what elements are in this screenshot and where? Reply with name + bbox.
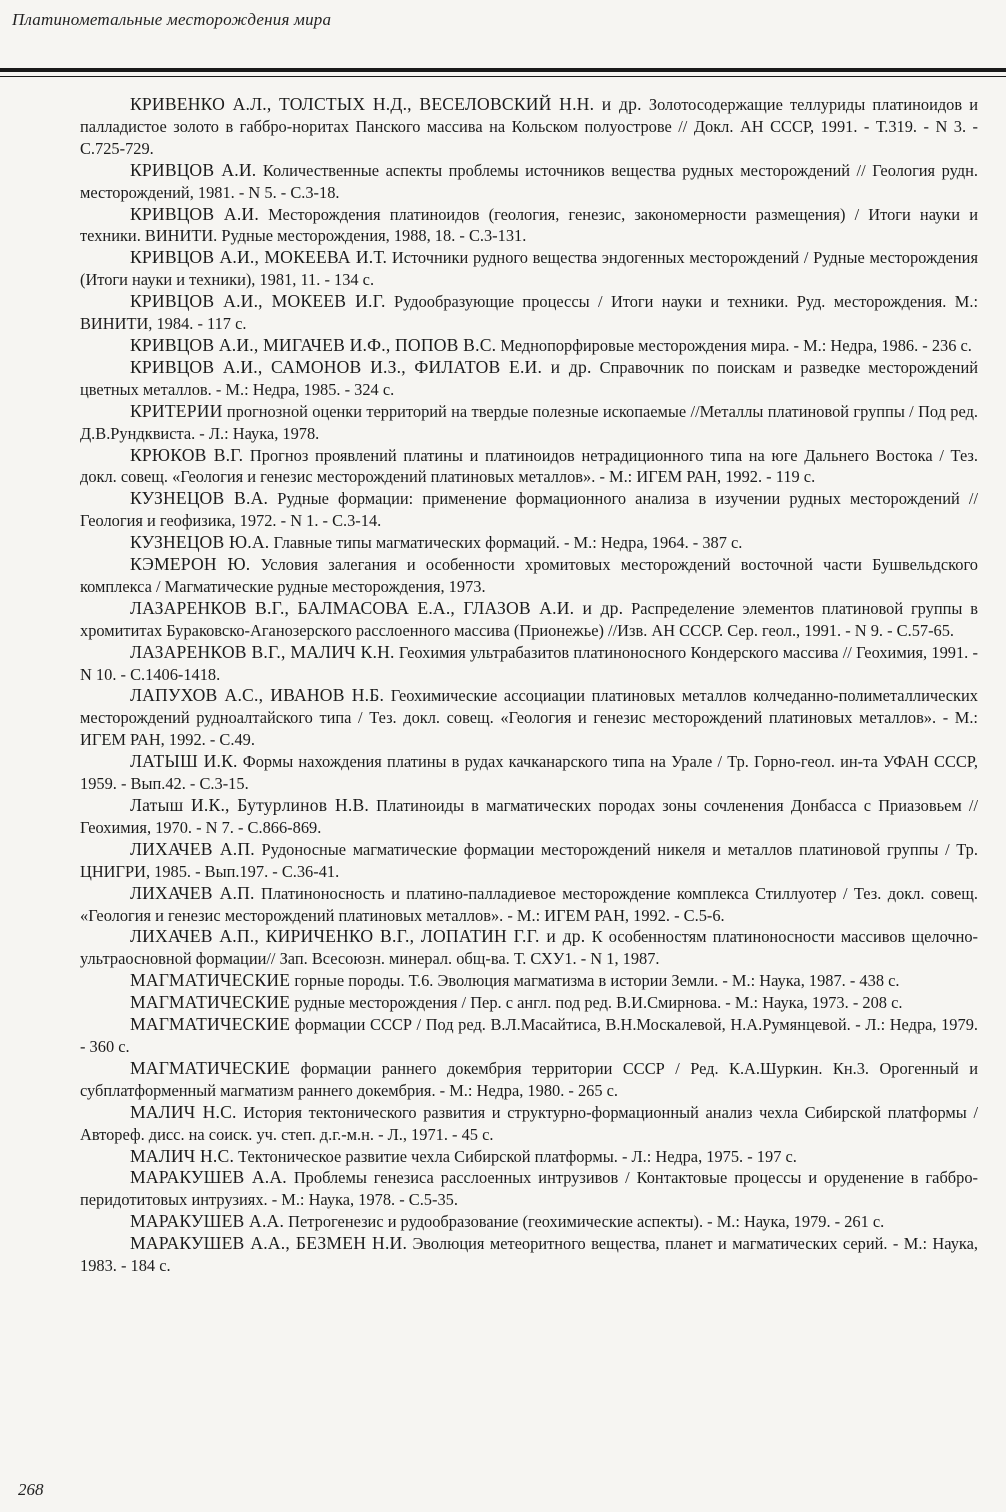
reference-text: Тектоническое развитие чехла Сибирской платформы. - Л.: Недра, 1975. - 197 с. [234, 1146, 797, 1166]
header-rule-thin [0, 76, 1006, 77]
reference-text: Рудные формации: применение формационного анализа в изучении рудных месторождений // Геология и геофизика, 1972. - N 1. - С.3-14. [80, 489, 978, 531]
reference-text: рудные месторождения / Пер. с англ. под ред. В.И.Смирнова. - М.: Наука, 1973. - 208 с. [290, 993, 903, 1013]
reference-entry [80, 795, 978, 839]
reference-entry [80, 1102, 978, 1146]
reference-text: Меднопорфировые месторождения мира. - М.: Недра, 1986. - 236 с. [496, 335, 972, 355]
reference-entry [80, 598, 978, 642]
reference-author: КУЗНЕЦОВ В.А. [130, 488, 269, 509]
reference-author: МАГМАТИЧЕСКИЕ [130, 1014, 291, 1035]
reference-author: ЛАТЫШ И.К. [130, 751, 238, 772]
reference-entry [80, 1167, 978, 1211]
reference-text: Эволюция метеоритного вещества, планет и магматических серий. - М.: Наука, 1983. - 184 с. [80, 1234, 978, 1276]
reference-text: Формы нахождения платины в рудах качканарского типа на Урале / Тр. Горно-геол. ин-та УФАН СССР, 1959. - Вып.42. - С.3-15. [80, 752, 978, 794]
reference-text: Источники рудного вещества эндогенных месторождений / Рудные месторождения (Итоги науки и техники), 1981, 11. - 134 с. [80, 248, 978, 290]
reference-text: формации СССР / Под ред. В.Л.Масайтиса, В.Н.Москалевой, Н.А.Румянцевой. - Л.: Недра, 1979. - 360 с. [80, 1015, 978, 1056]
reference-text: Количественные аспекты проблемы источников вещества рудных месторождений // Геология рудн. месторождений, 1981. - N 5. - С.3-18. [80, 160, 978, 202]
reference-text: Рудоносные магматические формации месторождений никеля и металлов платиновой группы / Тр. ЦНИГРИ, 1985. - Вып.197. - С.36-41. [80, 839, 978, 881]
reference-entry [80, 532, 978, 554]
reference-author: ЛИХАЧЕВ А.П. [130, 882, 255, 903]
header-rule-thick [0, 68, 1006, 72]
reference-text: формации раннего докембрия территории СССР / Ред. К.А.Шуркин. Кн.3. Орогенный и субплатформенный магматизм раннего докембрия. - М.: Недра, 1980. - 265 с. [80, 1058, 978, 1100]
reference-text: Петрогенезис и рудообразование (геохимические аспекты). - М.: Наука, 1979. - 261 с. [284, 1212, 885, 1232]
reference-text: прогнозной оценки территорий на твердые полезные ископаемые //Металлы платиновой группы / Под ред. Д.В.Рундквиста. - Л.: Наука, 1978. [80, 401, 978, 443]
reference-author: ЛИХАЧЕВ А.П., КИРИЧЕНКО В.Г., ЛОПАТИН Г.Г. и др. [130, 926, 586, 947]
reference-text: Проблемы генезиса расслоенных интрузивов / Контактовые процессы и оруденение в габбро-перидотитовых интрузиях. - М.: Наука, 1978. - С.5-35. [80, 1168, 978, 1210]
reference-author: ЛАЗАРЕНКОВ В.Г., БАЛМАСОВА Е.А., ГЛАЗОВ А.И. и др. [130, 597, 624, 618]
reference-entry [80, 883, 978, 927]
reference-entry [80, 685, 978, 751]
reference-entry [80, 1058, 978, 1102]
reference-entry [80, 291, 978, 335]
reference-entry [80, 554, 978, 598]
reference-entry [80, 926, 978, 970]
reference-text: Главные типы магматических формаций. - М.: Недра, 1964. - 387 с. [269, 533, 743, 553]
page-number: 268 [18, 1480, 44, 1499]
reference-author: МАГМАТИЧЕСКИЕ [130, 970, 291, 991]
reference-entry [80, 992, 978, 1014]
reference-text: горные породы. Т.6. Эволюция магматизма в истории Земли. - М.: Наука, 1987. - 438 с. [290, 971, 900, 991]
reference-author: МАРАКУШЕВ А.А. [130, 1167, 287, 1188]
reference-entry [80, 488, 978, 532]
reference-text: Золотосодержащие теллуриды платиноидов и палладистое золото в габбро-норитах Панского массива на Кольском полуострове // Докл. АН СССР, 1991. - Т.319. - N 3. - С.725-729. [80, 95, 978, 158]
reference-author: КЭМЕРОН Ю. [130, 554, 251, 575]
reference-text: Условия залегания и особенности хромитовых месторождений восточной части Бушвельдского комплекса / Магматические рудные месторождения, 1973. [80, 555, 978, 596]
reference-entry [80, 204, 978, 248]
reference-entry [80, 445, 978, 489]
reference-entry [80, 1014, 978, 1058]
reference-text: Платиноиды в магматических породах зоны сочленения Донбасса с Приазовьем // Геохимия, 1970. - N 7. - С.866-869. [80, 796, 978, 837]
reference-author: МАГМАТИЧЕСКИЕ [130, 992, 291, 1013]
reference-entry [80, 401, 978, 445]
reference-author: МАРАКУШЕВ А.А., БЕЗМЕН Н.И. [130, 1233, 408, 1254]
reference-list [80, 94, 978, 1277]
reference-text: История тектонического развития и структурно-формационный анализ чехла Сибирской платформы / Автореф. дисс. на соиск. уч. степ. д.г.-м.н. - Л., 1971. - 45 с. [80, 1102, 978, 1144]
reference-entry [80, 751, 978, 795]
reference-author: МАЛИЧ Н.С. [130, 1101, 237, 1122]
reference-entry [80, 1146, 978, 1168]
reference-text: Геохимия ультрабазитов платиноносного Кондерского массива // Геохимия, 1991. - N 10. - С.1406-1418. [80, 642, 978, 684]
reference-author: КРЮКОВ В.Г. [130, 444, 244, 465]
reference-text: К особенностям платиноносности массивов щелочно-ультраосновной формации// Зап. Всесоюзн. минерал. общ-ва. Т. СХУ1. - N 1, 1987. [80, 927, 979, 969]
reference-author: МАРАКУШЕВ А.А. [130, 1211, 285, 1232]
running-title: Платинометальные месторождения мира [12, 10, 332, 29]
reference-author: КРИТЕРИИ [130, 400, 223, 421]
reference-author: КРИВЦОВ А.И., МОКЕЕВА И.Т. [130, 247, 388, 268]
reference-author: ЛАПУХОВ А.С., ИВАНОВ Н.Б. [130, 685, 385, 706]
reference-text: Справочник по поискам и разведке месторождений цветных металлов. - М.: Недра, 1985. - 324 с. [80, 357, 979, 399]
reference-author: КРИВЦОВ А.И. [130, 159, 257, 180]
reference-entry [80, 1211, 978, 1233]
reference-author: КРИВЦОВ А.И., САМОНОВ И.З., ФИЛАТОВ Е.И. и др. [130, 356, 592, 377]
reference-author: КРИВЦОВ А.И., МИГАЧЕВ И.Ф., ПОПОВ В.С. [130, 334, 497, 355]
reference-author: МАГМАТИЧЕСКИЕ [130, 1057, 291, 1078]
reference-entry [80, 1233, 978, 1277]
reference-text: Платиноносность и платино-палладиевое месторождение комплекса Стиллуотер / Тез. докл. совещ. «Геология и генезис месторождений платиновых металлов». - М.: ИГЕМ РАН, 1992. - С.5-6. [80, 883, 978, 925]
reference-author: КУЗНЕЦОВ Ю.А. [130, 532, 270, 553]
reference-text: Рудообразующие процессы / Итоги науки и техники. Руд. месторождения. М.: ВИНИТИ, 1984. - 117 с. [80, 292, 978, 334]
reference-author: МАЛИЧ Н.С. [130, 1145, 235, 1166]
reference-text: Геохимические ассоциации платиновых металлов колчеданно-полиметаллических месторождений рудноалтайского типа / Тез. докл. совещ. «Геология и генезис месторождений платиновых металлов». - М.: ИГЕМ РАН, 1992. - С.49. [80, 686, 978, 750]
reference-entry [80, 247, 978, 291]
reference-entry [80, 357, 978, 401]
reference-entry [80, 94, 978, 160]
reference-entry [80, 335, 978, 357]
reference-entry [80, 970, 978, 992]
reference-author: КРИВЦОВ А.И., МОКЕЕВ И.Г. [130, 291, 386, 312]
reference-author: КРИВЕНКО А.Л., ТОЛСТЫХ Н.Д., ВЕСЕЛОВСКИЙ Н.Н. и др. [130, 94, 642, 114]
reference-entry [80, 642, 978, 686]
reference-author: ЛИХАЧЕВ А.П. [130, 838, 255, 859]
reference-entry [80, 839, 978, 883]
reference-text: Месторождения платиноидов (геология, генезис, закономерности размещения) / Итоги науки и техники. ВИНИТИ. Рудные месторождения, 1988, 18. - С.3-131. [80, 204, 979, 246]
reference-author: КРИВЦОВ А.И. [130, 203, 259, 224]
reference-text: Прогноз проявлений платины и платиноидов нетрадиционного типа на юге Дальнего Востока / Тез. докл. совещ. «Геология и генезис месторождений платиновых металлов». - М.: ИГЕМ РАН, 1992. - 119 с. [80, 445, 978, 487]
reference-entry [80, 160, 978, 204]
reference-author: Латыш И.К., Бутурлинов Н.В. [130, 795, 369, 815]
reference-text: Распределение элементов платиновой группы в хромититах Бураковско-Аганозерского расслоенного массива (Прионежье) //Изв. АН СССР. Сер. геол., 1991. - N 9. - С.57-65. [80, 598, 978, 640]
reference-author: ЛАЗАРЕНКОВ В.Г., МАЛИЧ К.Н. [130, 641, 395, 662]
